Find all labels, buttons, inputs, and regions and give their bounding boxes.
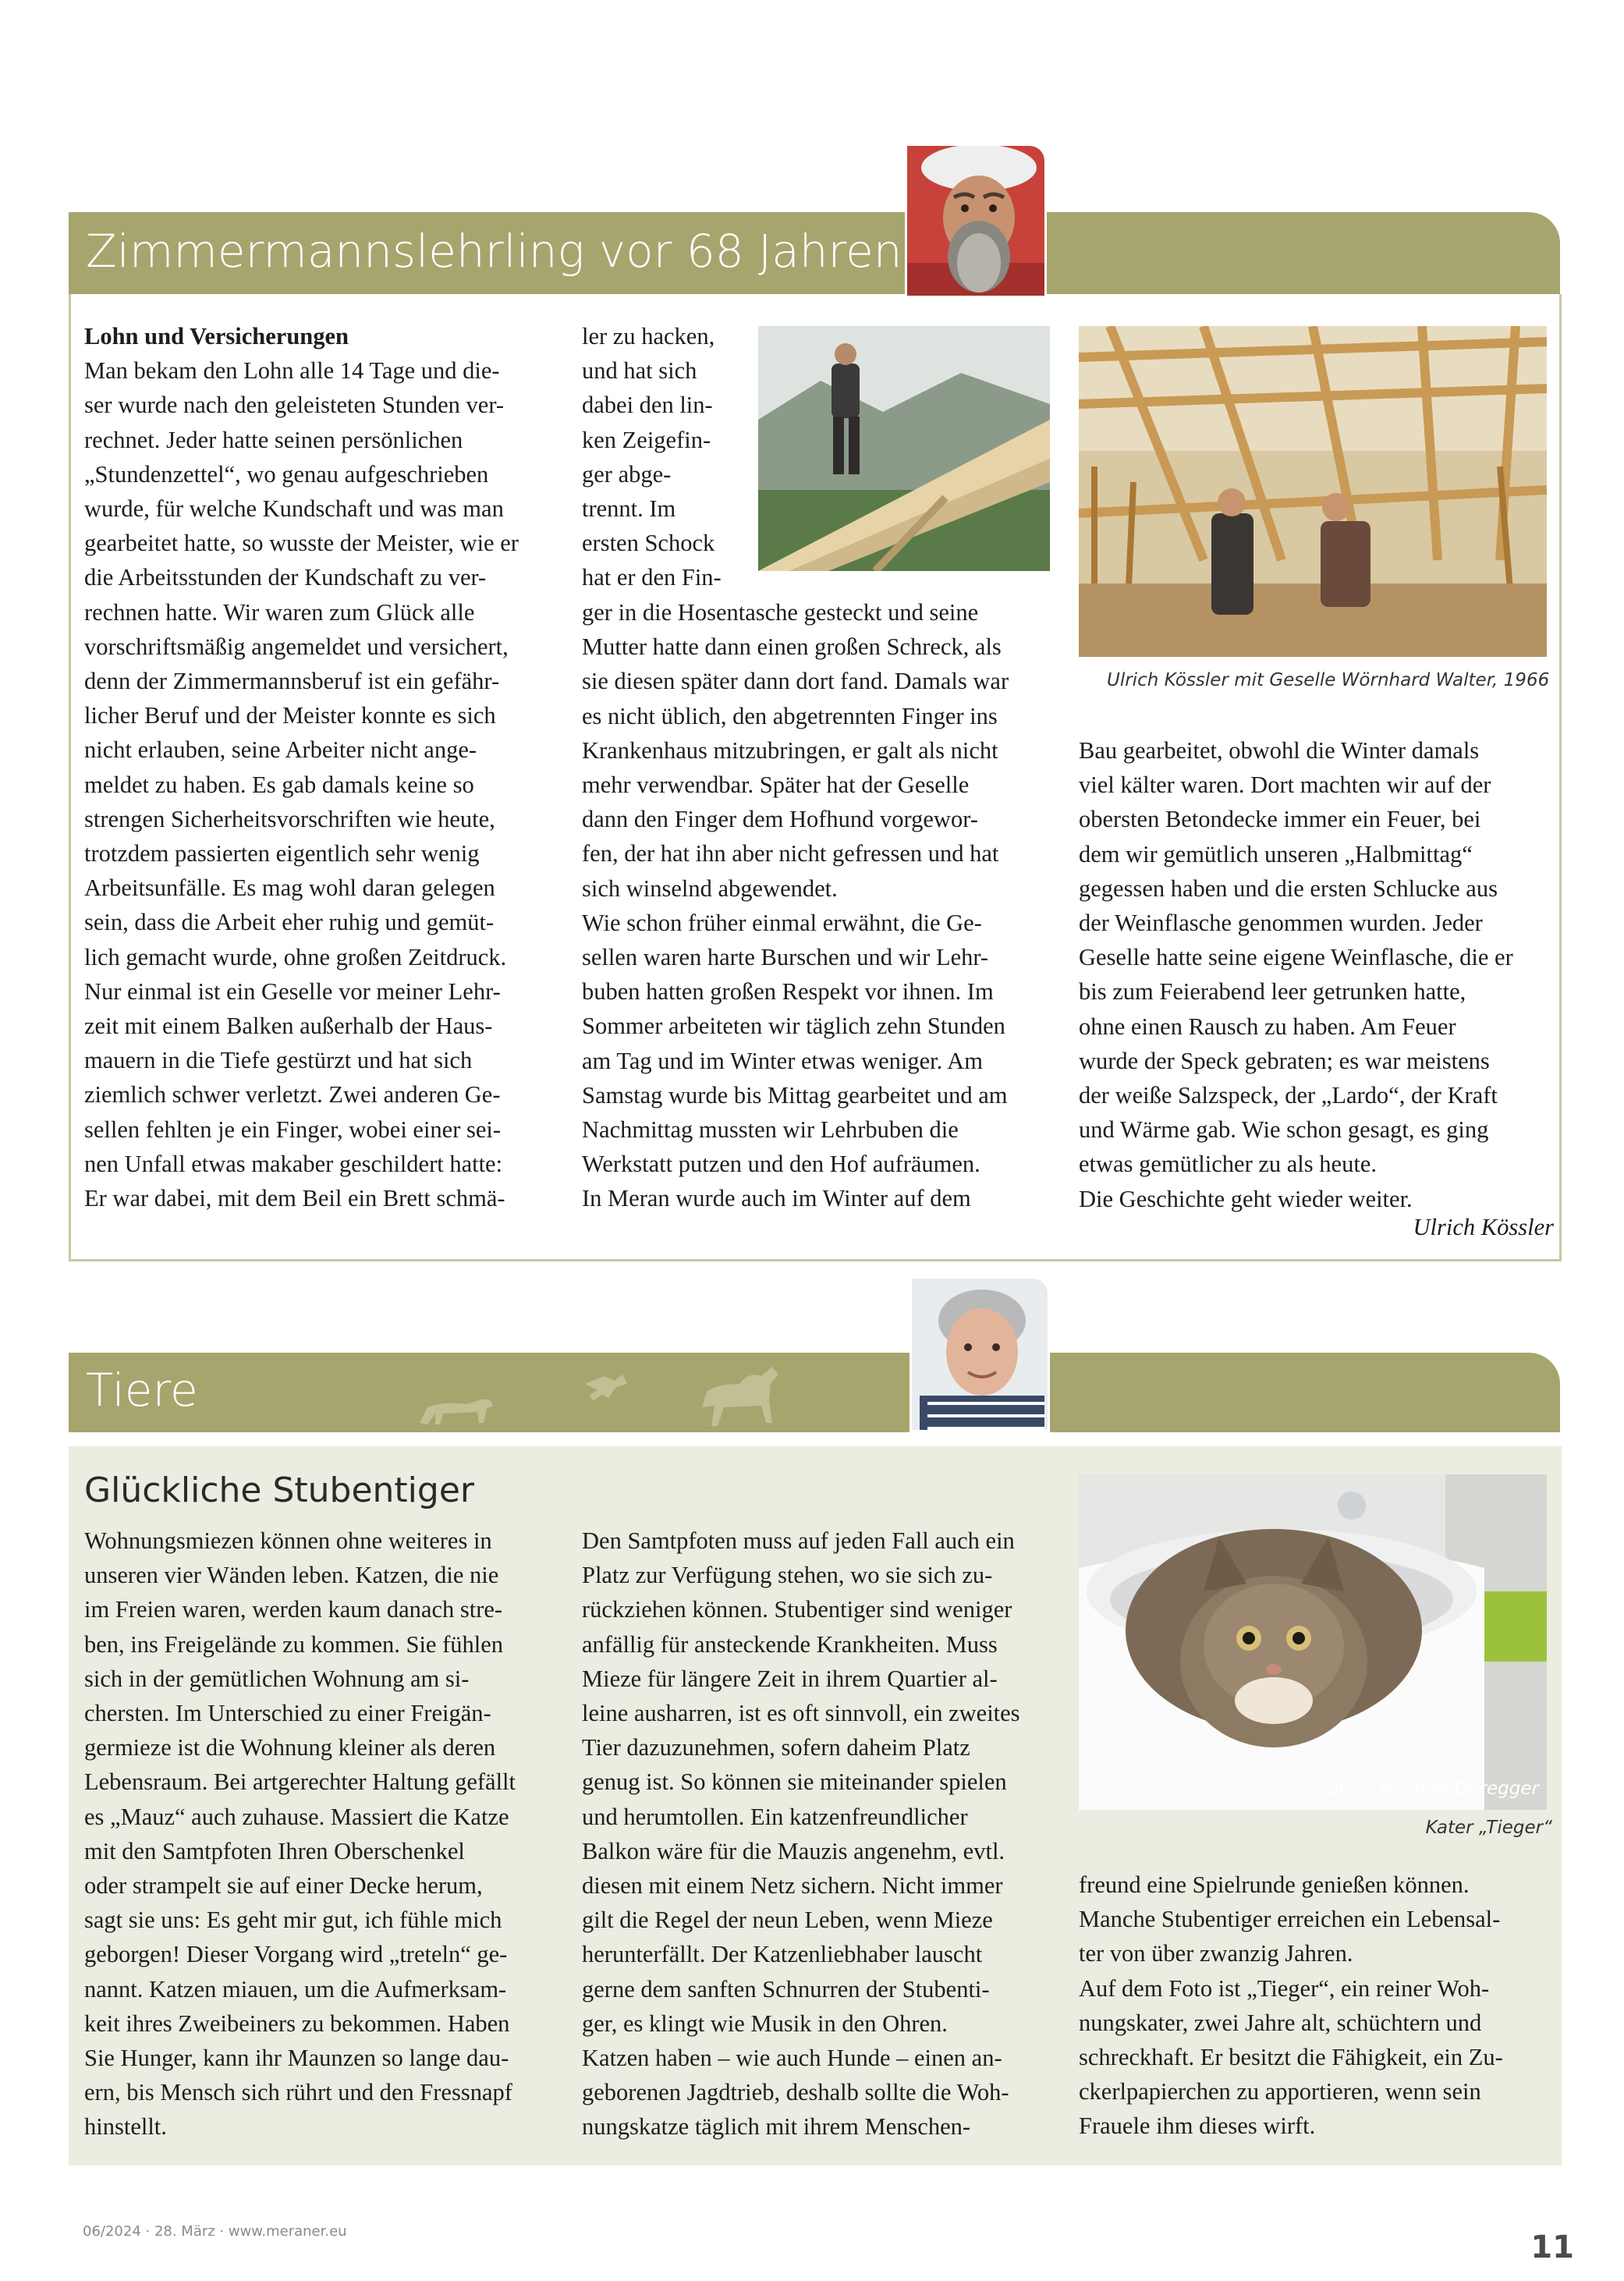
text-line: gilt die Regel der neun Leben, wenn Mieze [582,1907,993,1934]
text-line: der weiße Salzspeck, der „Lardo“, der Kraft [1079,1082,1498,1109]
text-line: trennt. Im [582,495,676,523]
text-line: ersten Schock [582,530,715,557]
text-line: und hat sich [582,357,697,385]
text-line: sellen waren harte Burschen und wir Lehr- [582,944,989,971]
text-line: viel kälter waren. Dort machten wir auf der [1079,772,1491,799]
text-line: zeit mit einem Balken außerhalb der Haus- [84,1013,493,1040]
text-line: gerne dem sanften Schnurren der Stubenti- [582,1975,990,2003]
text-line: nen Unfall etwas makaber geschildert hatte: [84,1150,503,1177]
text-line: im Freien waren, werden kaum danach stre- [84,1596,503,1623]
text-line: Samstag wurde bis Mittag gearbeitet und am [582,1081,1008,1109]
article1-column-2 [582,595,1066,1216]
section-banner [69,1353,1560,1432]
text-line: ben, ins Freigelände zu kommen. Sie fühlen [84,1630,504,1658]
text-line: ohne einen Rausch zu haben. Am Feuer [1079,1013,1456,1040]
text-line: mit den Samtpfoten Ihren Oberschenkel [84,1837,465,1864]
article-title: Zimmermannslehrling vor 68 Jahren [86,225,902,278]
text-line: rückziehen können. Stubentiger sind weniger [582,1596,1012,1623]
text-line: Nachmittag mussten wir Lehrbuben die [582,1116,959,1144]
article2-column-1 [84,1524,560,2144]
text-line: Den Samtpfoten muss auf jeden Fall auch ein [582,1527,1015,1554]
text-line: unseren vier Wänden leben. Katzen, die nie [84,1562,499,1589]
text-line: chersten. Im Unterschied zu einer Freigän- [84,1700,491,1727]
text-line: hat er den Fin- [582,564,722,591]
text-line: strengen Sicherheitsvorschriften wie heute, [84,805,495,832]
text-line: die Arbeitsstunden der Kundschaft zu ver- [84,564,487,591]
text-line: oder strampelt sie auf einer Decke herum, [84,1872,483,1900]
text-line: ser wurde nach den geleisteten Stunden ver- [84,392,505,419]
article-banner [69,212,1560,294]
text-line: Werkstatt putzen und den Hof aufräumen. [582,1151,980,1178]
text-line: denn der Zimmermannsberuf ist ein gefähr- [84,668,500,695]
text-line: ern, bis Mensch sich rührt und den Fressnapf [84,2079,512,2106]
text-line: ger abge- [582,460,672,488]
text-line: meldet zu haben. Es gab damals keine so [84,771,474,798]
page-number: 11 [1530,2230,1574,2265]
text-line: ckerlpapierchen zu apportieren, wenn sein [1079,2078,1481,2105]
text-line: ger, es klingt wie Musik in den Ohren. [582,2010,948,2037]
author-portrait [910,1276,1050,1432]
photo-caption: Kater „Tieger“ [1425,1818,1552,1838]
article1-column-1 [84,319,560,1215]
text-line: es „Mauz“ auch zuhause. Massiert die Katze [84,1803,509,1830]
text-line: ken Zeigefin- [582,426,711,453]
text-line: dann den Finger dem Hofhund vorgewor- [582,806,978,833]
text-line: „Stundenzettel“, wo genau aufgeschrieben [84,460,489,488]
text-line: herunterfällt. Der Katzenliebhaber lauscht [582,1941,983,1968]
text-line: ter von über zwanzig Jahren. [1079,1940,1353,1967]
text-line: schreckhaft. Er besitzt die Fähigkeit, ein Zu- [1079,2044,1503,2071]
text-line: Die Geschichte geht wieder weiter. [1079,1185,1413,1212]
text-line: lich gemacht wurde, ohne großen Zeitdruck. [84,943,507,970]
text-line: geborgen! Dieser Vorgang wird „treteln“ ge- [84,1941,508,1968]
text-line: Tier dazuzunehmen, sofern daheim Platz [582,1734,970,1761]
section-heading: Lohn und Versicherungen [84,323,349,349]
text-line: Lebensraum. Bei artgerechter Haltung gefällt [84,1768,516,1796]
text-line: Frauele ihm dieses wirft. [1079,2112,1316,2140]
text-line: Platz zur Verfügung stehen, wo sie sich zu- [582,1562,993,1589]
roof-framing-photo [1079,326,1547,657]
text-line: nungskater, zwei Jahre alt, schüchtern und [1079,2009,1482,2036]
article2-column-2 [582,1524,1066,2144]
text-line: In Meran wurde auch im Winter auf dem [582,1185,971,1212]
text-line: Nur einmal ist ein Geselle vor meiner Lehr- [84,977,501,1005]
text-line: Balkon wäre für die Mauzis angenehm, evtl. [582,1837,1005,1864]
text-line: Geselle hatte seine eigene Weinflasche, die er [1079,944,1513,971]
article1-column-2-top [582,319,761,595]
text-line: Manche Stubentiger erreichen ein Lebensal- [1079,1906,1501,1933]
footer-info: 06/2024 · 28. März · www.meraner.eu [83,2223,347,2240]
text-line: Wie schon früher einmal erwähnt, die Ge- [582,909,982,936]
text-line: sich winselnd abgewendet. [582,874,838,902]
text-line: gegessen haben und die ersten Schlucke aus [1079,874,1498,902]
text-line: bis zum Feierabend leer getrunken hatte, [1079,978,1466,1006]
text-line: vorschriftsmäßig angemeldet und versichert, [84,633,509,660]
text-line: obersten Betondecke immer ein Feuer, bei [1079,806,1481,833]
cat-in-bidet-photo [1079,1474,1547,1810]
text-line: rechnen hatte. Wir waren zum Glück alle [84,598,475,626]
text-line: Auf dem Foto ist „Tieger“, ein reiner Woh- [1079,1974,1490,2002]
photo-credit: Foto: Christine Duregger [1317,1779,1539,1799]
author-signature: Ulrich Kössler [1413,1214,1554,1240]
text-line: ger in die Hosentasche gesteckt und seine [582,599,979,626]
text-line: Er war dabei, mit dem Beil ein Brett schmä- [84,1185,505,1212]
text-line: ler zu hacken, [582,323,715,349]
text-line: Man bekam den Lohn alle 14 Tage und die- [84,357,500,385]
text-line: dem wir gemütlich unseren „Halbmittag“ [1079,840,1473,867]
text-line: anfällig für ansteckende Krankheiten. Muss [582,1630,998,1658]
text-line: sie diesen später dann dort fand. Damals war [582,668,1009,695]
text-line: gearbeitet hatte, so wusste der Meister, wie er [84,530,519,557]
text-line: sein, dass die Arbeit eher ruhig und gemüt- [84,909,495,936]
text-line: Wohnungsmiezen können ohne weiteres in [84,1527,492,1554]
article1-column-3 [1079,733,1562,1216]
text-line: buben hatten großen Respekt vor ihnen. Im [582,978,994,1006]
text-line: genug ist. So können sie miteinander spielen [582,1768,1007,1796]
author-portrait [905,144,1047,298]
text-line: leine ausharren, ist es oft sinnvoll, ein zweites [582,1700,1020,1727]
text-line: wurde der Speck gebraten; es war meistens [1079,1047,1490,1074]
text-line: der Weinflasche genommen wurden. Jeder [1079,910,1483,937]
text-line: rechnet. Jeder hatte seinen persönlichen [84,426,463,453]
carpenter-on-roof-photo [758,326,1050,571]
text-line: geborenen Jagdtrieb, deshalb sollte die Woh- [582,2079,1009,2106]
text-line: Sie Hunger, kann ihr Maunzen so lange dau- [84,2045,509,2072]
text-line: am Tag und im Winter etwas weniger. Am [582,1047,983,1074]
text-line: freund eine Spielrunde genießen können. [1079,1871,1470,1898]
section-title: Tiere [86,1364,198,1417]
text-line: nannt. Katzen miauen, um die Aufmerksam- [84,1975,507,2003]
text-line: germieze ist die Wohnung kleiner als deren [84,1734,496,1761]
text-line: sagt sie uns: Es geht mir gut, ich fühle mich [84,1907,502,1934]
text-line: es nicht üblich, den abgetrennten Finger ins [582,702,998,729]
photo-caption: Ulrich Kössler mit Geselle Wörnhard Walter, 1966 [1107,670,1550,690]
text-line: trotzdem passierten eigentlich sehr wenig [84,840,480,867]
text-line: Sommer arbeiteten wir täglich zehn Stunden [582,1013,1005,1040]
text-line: Bau gearbeitet, obwohl die Winter damals [1079,737,1480,764]
text-line: nicht erlauben, seine Arbeiter nicht ange- [84,736,477,764]
text-line: hinstellt. [84,2113,167,2141]
article2-column-3 [1079,1868,1562,2144]
text-line: etwas gemütlicher zu als heute. [1079,1151,1377,1178]
text-line: und Wärme gab. Wie schon gesagt, es ging [1079,1116,1489,1144]
text-line: und herumtollen. Ein katzenfreundlicher [582,1803,968,1830]
article-title: Glückliche Stubentiger [84,1470,474,1510]
text-line: sich in der gemütlichen Wohnung am si- [84,1665,470,1692]
text-line: nungskatze täglich mit ihrem Menschen- [582,2113,971,2141]
text-line: Mieze für längere Zeit in ihrem Quartier al- [582,1665,998,1692]
text-line: ziemlich schwer verletzt. Zwei anderen Ge- [84,1081,501,1109]
text-line: mehr verwendbar. Später hat der Geselle [582,772,970,799]
text-line: keit ihres Zweibeiners zu bekommen. Haben [84,2010,510,2037]
text-line: wurde, für welche Kundschaft und was man [84,495,504,523]
text-line: Arbeitsunfälle. Es mag wohl daran gelegen [84,874,495,902]
text-line: licher Beruf und der Meister konnte es sich [84,702,496,729]
text-line: Mutter hatte dann einen großen Schreck, als [582,633,1002,661]
text-line: Katzen haben – wie auch Hunde – einen an- [582,2045,1002,2072]
text-line: sellen fehlten je ein Finger, wobei einer sei- [84,1116,502,1143]
text-line: dabei den lin- [582,392,713,419]
text-line: diesen mit einem Netz sichern. Nicht immer [582,1872,1003,1900]
text-line: fen, der hat ihn aber nicht gefressen und hat [582,840,999,867]
text-line: Krankenhaus mitzubringen, er galt als nicht [582,736,998,764]
animal-silhouettes-icon [412,1360,864,1432]
text-line: mauern in die Tiefe gestürzt und hat sich [84,1047,473,1074]
